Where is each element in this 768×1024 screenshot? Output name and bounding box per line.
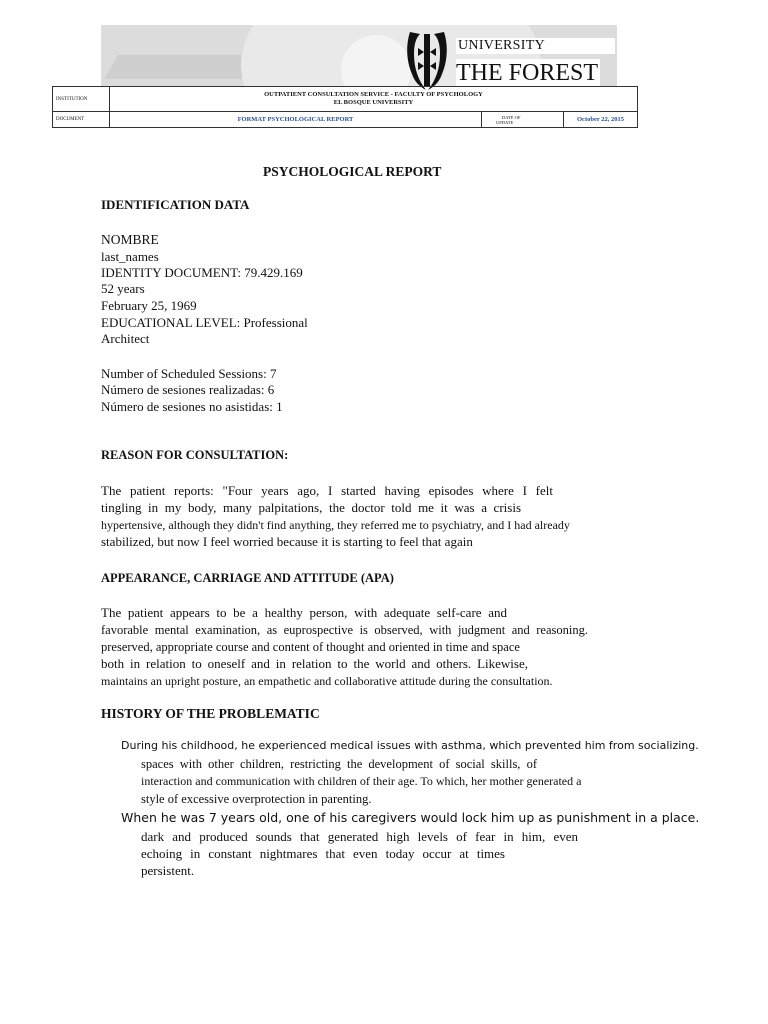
apa-line-3: preserved, appropriate course and content of thought and oriented in time and space <box>101 640 520 654</box>
history-p1-line-3: interaction and communication with children of their age. To which, her mother generated a <box>141 774 582 788</box>
id-education: EDUCATIONAL LEVEL: Professional <box>101 315 308 330</box>
report-title: PSYCHOLOGICAL REPORT <box>263 164 442 179</box>
id-document: IDENTITY DOCUMENT: 79.429.169 <box>101 265 303 280</box>
id-birthdate: February 25, 1969 <box>101 298 197 313</box>
history-heading: HISTORY OF THE PROBLEMATIC <box>101 706 320 721</box>
document-header-table <box>52 86 638 128</box>
history-text: echoing in constant nightmares that even today occur at times <box>141 846 505 861</box>
id-last-names: last_names <box>101 249 159 264</box>
reason-line-1 <box>101 483 553 500</box>
history-p2-line-2 <box>141 829 578 846</box>
apa-text: both in relation to oneself and in relation to the world and others. Likewise, <box>101 656 528 671</box>
apa-text: The patient appears to be a healthy person, with adequate self-care and <box>101 605 507 620</box>
update-label-line-1: DATE OF <box>502 114 521 120</box>
document-value: FORMAT PSYCHOLOGICAL REPORT <box>110 112 482 128</box>
apa-line-1 <box>101 605 507 622</box>
history-p2-line-1: When he was 7 years old, one of his caregivers would lock him up as punishment in a place. <box>121 810 700 825</box>
reason-line-3: hypertensive, although they didn't find anything, they referred me to psychiatry, and I had already <box>101 518 570 532</box>
apa-line-5: maintains an upright posture, an empathetic and collaborative attitude during the consultation. <box>101 674 553 688</box>
institution-line-1: OUTPATIENT CONSULTATION SERVICE - FACULTY OF PSYCHOLOGY <box>264 91 483 98</box>
sessions-scheduled: Number of Scheduled Sessions: 7 <box>101 366 277 381</box>
reason-line-4: stabilized, but now I feel worried because it is starting to feel that again <box>101 534 473 549</box>
apa-heading: APPEARANCE, CARRIAGE AND ATTITUDE (APA) <box>101 571 394 585</box>
update-label <box>482 112 564 128</box>
reason-line-2 <box>101 500 521 517</box>
apa-text: favorable mental examination, as euprospective is observed, with judgment and reasoning. <box>101 623 588 637</box>
university-label: UNIVERSITY <box>456 38 615 54</box>
reason-heading: REASON FOR CONSULTATION: <box>101 448 289 462</box>
document-label: DOCUMENT <box>53 112 110 128</box>
history-text: dark and produced sounds that generated high levels of fear in him, even <box>141 829 578 844</box>
sessions-completed: Número de sesiones realizadas: 6 <box>101 382 275 397</box>
update-label-line-2: UPDATE <box>496 119 514 125</box>
institution-value <box>110 87 638 112</box>
history-p1-line-2 <box>141 756 537 773</box>
apa-line-2 <box>101 622 588 639</box>
apa-line-4 <box>101 656 528 673</box>
id-age: 52 years <box>101 281 145 296</box>
history-p2-line-4: persistent. <box>141 863 195 878</box>
sessions-missed: Número de sesiones no asistidas: 1 <box>101 399 283 414</box>
history-p2-line-3 <box>141 846 505 863</box>
id-name: NOMBRE <box>101 232 159 247</box>
university-name: THE FOREST <box>456 60 599 86</box>
reason-text: The patient reports: "Four years ago, I started having episodes where I felt <box>101 483 553 498</box>
history-text: spaces with other children, restricting the development of social skills, of <box>141 757 537 771</box>
institution-line-2: EL BOSQUE UNIVERSITY <box>333 99 414 106</box>
university-logo-icon <box>404 30 450 92</box>
identification-heading: IDENTIFICATION DATA <box>101 197 250 212</box>
update-value: October 22, 2015 <box>564 112 638 128</box>
history-p1-line-1: During his childhood, he experienced medical issues with asthma, which prevented him from socializing. <box>121 739 699 752</box>
history-p1-line-4: style of excessive overprotection in parenting. <box>141 792 372 806</box>
reason-text: tingling in my body, many palpitations, the doctor told me it was a crisis <box>101 500 521 515</box>
institution-label: INSTITUTION <box>53 87 110 112</box>
id-occupation: Architect <box>101 331 150 346</box>
